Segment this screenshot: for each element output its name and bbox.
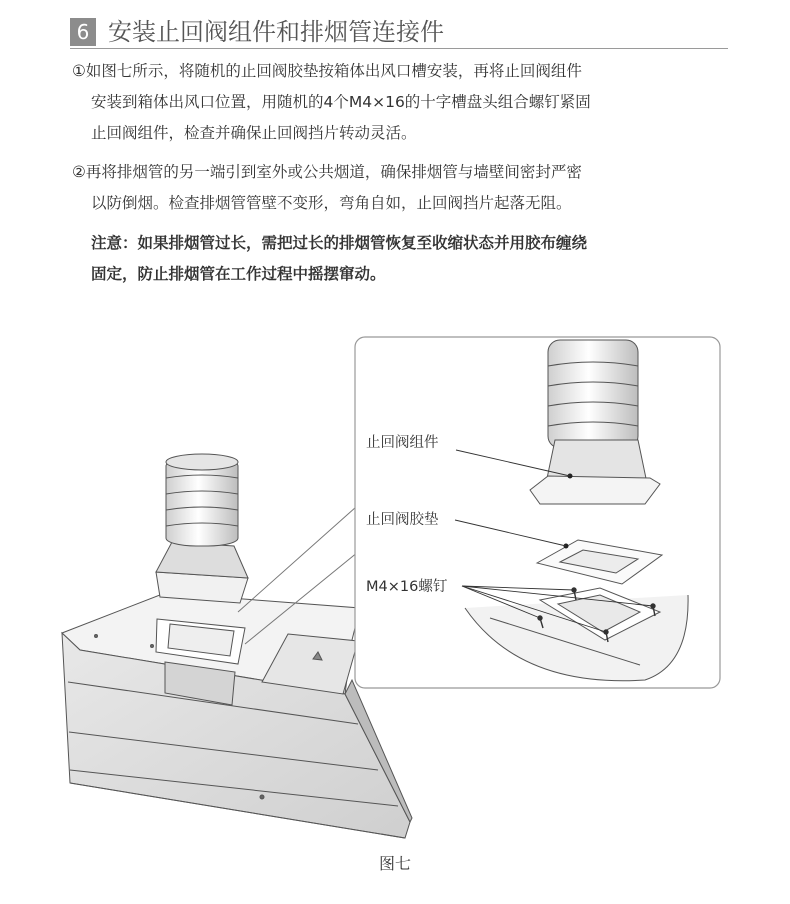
label-screws: M4×16螺钉 <box>366 579 448 595</box>
step-1-line-1: ①如图七所示，将随机的止回阀胶垫按箱体出风口槽安装，再将止回阀组件 <box>72 62 582 80</box>
note <box>72 228 732 290</box>
step-2 <box>72 157 732 219</box>
figure-caption: 图七 <box>378 854 411 873</box>
section-title: 安装止回阀组件和排烟管连接件 <box>108 18 444 46</box>
installation-figure <box>0 300 790 904</box>
step-1 <box>72 56 732 149</box>
label-check-valve-gasket: 止回阀胶垫 <box>366 512 439 528</box>
label-check-valve-assembly: 止回阀组件 <box>366 435 439 451</box>
exhaust-pipe-main <box>156 454 248 603</box>
callout-line-upper <box>238 507 356 612</box>
section-number: 6 <box>70 18 96 46</box>
step-1-line-2: 安装到箱体出风口位置，用随机的4个M4×16的十字槽盘头组合螺钉紧固 <box>91 93 591 111</box>
step-2-line-1: ②再将排烟管的另一端引到室外或公共烟道，确保排烟管与墙壁间密封严密 <box>72 163 582 181</box>
note-line-2: 固定，防止排烟管在工作过程中摇摆窜动。 <box>91 265 386 283</box>
section-header <box>70 16 728 49</box>
step-2-line-2: 以防倒烟。检查排烟管管壁不变形，弯角自如，止回阀挡片起落无阻。 <box>91 194 572 212</box>
note-line-1: 注意：如果排烟管过长，需把过长的排烟管恢复至收缩状态并用胶布缠绕 <box>91 234 588 252</box>
step-1-line-3: 止回阀组件，检查并确保止回阀挡片转动灵活。 <box>91 124 417 142</box>
